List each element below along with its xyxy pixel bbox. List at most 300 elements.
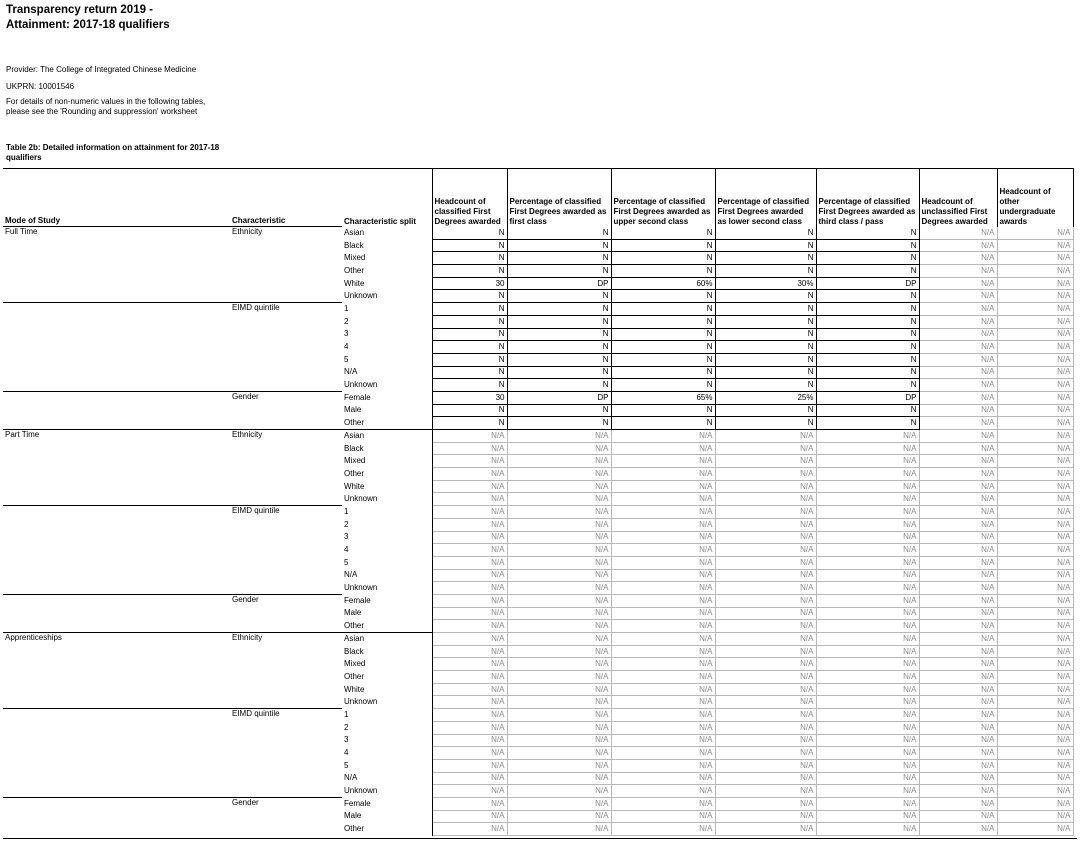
value-cell: N (715, 328, 816, 341)
characteristic-split-cell: 3 (342, 734, 432, 747)
value-cell: 30 (432, 277, 507, 290)
value-cell: N/A (816, 556, 919, 569)
value-cell: N/A (715, 696, 816, 709)
characteristic-split-cell: Black (342, 239, 432, 252)
value-cell: N (507, 239, 611, 252)
mode-of-study-cell (3, 620, 230, 633)
value-cell: N (715, 227, 816, 240)
characteristic-split-cell: 2 (342, 518, 432, 531)
characteristic-split-cell: 2 (342, 315, 432, 328)
value-cell: N/A (432, 671, 507, 684)
mode-of-study-cell (3, 823, 230, 836)
value-cell: N/A (997, 227, 1073, 240)
table-row (3, 747, 1073, 760)
mode-of-study-cell (3, 493, 230, 506)
value-cell: N/A (997, 277, 1073, 290)
value-cell: N/A (997, 696, 1073, 709)
value-cell: N (432, 290, 507, 303)
mode-of-study-cell (3, 556, 230, 569)
table-row (3, 797, 1073, 810)
mode-of-study-cell (3, 683, 230, 696)
characteristic-cell (230, 277, 342, 290)
value-cell: N (507, 417, 611, 430)
characteristic-cell (230, 759, 342, 772)
value-cell: N/A (432, 734, 507, 747)
value-cell: N (432, 404, 507, 417)
value-cell: N/A (919, 518, 997, 531)
value-cell: N/A (816, 544, 919, 557)
value-cell: N/A (997, 569, 1073, 582)
mode-of-study-cell (3, 671, 230, 684)
characteristic-cell: Gender (230, 391, 342, 404)
value-cell: N (611, 366, 715, 379)
value-cell: N/A (507, 455, 611, 468)
characteristic-cell: Ethnicity (230, 227, 342, 240)
mode-of-study-cell (3, 366, 230, 379)
characteristic-split-cell: 5 (342, 353, 432, 366)
value-cell: N/A (432, 480, 507, 493)
value-cell: N (816, 353, 919, 366)
characteristic-cell (230, 721, 342, 734)
characteristic-split-cell: 2 (342, 721, 432, 734)
value-cell: N/A (507, 759, 611, 772)
ukprn-line: UKPRN: 10001546 (6, 82, 75, 91)
value-cell: N/A (715, 620, 816, 633)
characteristic-cell: Ethnicity (230, 633, 342, 646)
header-characteristic: Characteristic (230, 169, 342, 227)
value-cell: N/A (816, 633, 919, 646)
value-cell: N/A (507, 696, 611, 709)
mode-of-study-cell (3, 582, 230, 595)
characteristic-cell (230, 658, 342, 671)
value-cell: N/A (919, 442, 997, 455)
value-cell: N/A (919, 493, 997, 506)
value-cell: N/A (611, 658, 715, 671)
value-cell: N (611, 404, 715, 417)
header-col: Percentage of classified First Degrees awarded as upper second class (611, 169, 715, 227)
value-cell: N/A (715, 709, 816, 722)
characteristic-cell (230, 544, 342, 557)
value-cell: N/A (611, 747, 715, 760)
value-cell: N/A (715, 772, 816, 785)
value-cell: N/A (997, 607, 1073, 620)
characteristic-cell (230, 404, 342, 417)
value-cell: N (507, 404, 611, 417)
value-cell: N (432, 227, 507, 240)
header-col: Headcount of other undergraduate awards (997, 169, 1073, 227)
value-cell: 30 (432, 391, 507, 404)
value-cell: N/A (715, 594, 816, 607)
table-row (3, 252, 1073, 265)
value-cell: N/A (507, 734, 611, 747)
value-cell: N/A (611, 455, 715, 468)
value-cell: N/A (507, 531, 611, 544)
value-cell: N/A (715, 442, 816, 455)
mode-of-study-cell (3, 239, 230, 252)
table-row (3, 683, 1073, 696)
value-cell: N/A (816, 721, 919, 734)
value-cell: 25% (715, 391, 816, 404)
value-cell: N (611, 353, 715, 366)
table-row (3, 430, 1073, 443)
value-cell: N/A (816, 772, 919, 785)
value-cell: N/A (997, 772, 1073, 785)
characteristic-split-cell: White (342, 683, 432, 696)
value-cell: N/A (816, 569, 919, 582)
characteristic-cell (230, 747, 342, 760)
value-cell: N/A (816, 442, 919, 455)
value-cell: N/A (997, 252, 1073, 265)
value-cell: N/A (816, 823, 919, 836)
value-cell: N/A (507, 683, 611, 696)
characteristic-cell (230, 785, 342, 798)
value-cell: N/A (432, 430, 507, 443)
value-cell: N/A (432, 518, 507, 531)
value-cell: N/A (919, 582, 997, 595)
table-row (3, 709, 1073, 722)
value-cell: N (715, 417, 816, 430)
value-cell: N (816, 417, 919, 430)
value-cell: N/A (816, 582, 919, 595)
value-cell: N/A (611, 607, 715, 620)
characteristic-split-cell: 4 (342, 544, 432, 557)
characteristic-split-cell: Unknown (342, 379, 432, 392)
table-row (3, 772, 1073, 785)
value-cell: N/A (997, 810, 1073, 823)
table-row (3, 227, 1073, 240)
value-cell: N/A (997, 239, 1073, 252)
value-cell: N (715, 252, 816, 265)
table-row (3, 544, 1073, 557)
characteristic-split-cell: Other (342, 620, 432, 633)
value-cell: N/A (919, 696, 997, 709)
value-cell: N/A (919, 277, 997, 290)
characteristic-split-cell: 4 (342, 341, 432, 354)
characteristic-cell: Gender (230, 797, 342, 810)
value-cell: N (507, 353, 611, 366)
header-mode-of-study: Mode of Study (3, 169, 230, 227)
value-cell: N/A (997, 556, 1073, 569)
value-cell: N/A (997, 531, 1073, 544)
value-cell: N/A (919, 430, 997, 443)
value-cell: N (715, 265, 816, 278)
value-cell: N/A (611, 721, 715, 734)
characteristic-cell (230, 671, 342, 684)
value-cell: N (507, 328, 611, 341)
mode-of-study-cell (3, 353, 230, 366)
value-cell: N (816, 328, 919, 341)
value-cell: N/A (611, 442, 715, 455)
table-row (3, 531, 1073, 544)
value-cell: N/A (507, 430, 611, 443)
characteristic-split-cell: Asian (342, 633, 432, 646)
characteristic-split-cell: Other (342, 417, 432, 430)
mode-of-study-cell (3, 759, 230, 772)
value-cell: N/A (507, 493, 611, 506)
characteristic-split-cell: Female (342, 391, 432, 404)
value-cell: N (611, 417, 715, 430)
value-cell: N (816, 239, 919, 252)
value-cell: N/A (997, 759, 1073, 772)
mode-of-study-cell (3, 341, 230, 354)
value-cell: N/A (611, 671, 715, 684)
value-cell: N/A (816, 797, 919, 810)
value-cell: N/A (432, 442, 507, 455)
value-cell: N/A (432, 683, 507, 696)
characteristic-cell: EIMD quintile (230, 709, 342, 722)
mode-of-study-cell (3, 772, 230, 785)
value-cell: N/A (432, 772, 507, 785)
value-cell: N/A (919, 455, 997, 468)
characteristic-split-cell: Female (342, 594, 432, 607)
value-cell: N/A (611, 493, 715, 506)
table-row (3, 290, 1073, 303)
value-cell: N/A (997, 658, 1073, 671)
table-row (3, 379, 1073, 392)
value-cell: N/A (507, 582, 611, 595)
value-cell: N/A (919, 772, 997, 785)
value-cell: N/A (715, 671, 816, 684)
value-cell: N (611, 341, 715, 354)
mode-of-study-cell (3, 518, 230, 531)
value-cell: N (715, 404, 816, 417)
characteristic-split-cell: N/A (342, 569, 432, 582)
value-cell: N (507, 379, 611, 392)
characteristic-split-cell: 1 (342, 303, 432, 316)
value-cell: N/A (611, 633, 715, 646)
value-cell: N/A (611, 683, 715, 696)
value-cell: N/A (997, 633, 1073, 646)
value-cell: N/A (715, 785, 816, 798)
characteristic-split-cell: Mixed (342, 455, 432, 468)
characteristic-split-cell: Other (342, 265, 432, 278)
value-cell: N/A (432, 531, 507, 544)
value-cell: N (432, 366, 507, 379)
characteristic-cell (230, 582, 342, 595)
value-cell: N/A (997, 797, 1073, 810)
value-cell: N (432, 328, 507, 341)
suppression-note: For details of non-numeric values in the following tables, please see the 'Rounding and suppression' worksheet (6, 97, 206, 116)
characteristic-cell (230, 696, 342, 709)
characteristic-split-cell: Male (342, 404, 432, 417)
characteristic-cell (230, 290, 342, 303)
characteristic-cell: EIMD quintile (230, 506, 342, 519)
value-cell: N (432, 341, 507, 354)
value-cell: N/A (997, 353, 1073, 366)
value-cell: N (507, 303, 611, 316)
value-cell: N (715, 366, 816, 379)
mode-of-study-cell (3, 417, 230, 430)
characteristic-split-cell: Other (342, 468, 432, 481)
value-cell: N/A (507, 747, 611, 760)
value-cell: N/A (507, 658, 611, 671)
value-cell: N/A (432, 582, 507, 595)
value-cell: N/A (816, 734, 919, 747)
characteristic-cell (230, 353, 342, 366)
value-cell: N/A (816, 658, 919, 671)
table-row (3, 493, 1073, 506)
value-cell: N/A (715, 556, 816, 569)
characteristic-split-cell: Mixed (342, 658, 432, 671)
value-cell: N/A (507, 797, 611, 810)
value-cell: DP (816, 277, 919, 290)
value-cell: N/A (432, 785, 507, 798)
value-cell: N/A (997, 544, 1073, 557)
value-cell: N/A (919, 239, 997, 252)
value-cell: N (715, 353, 816, 366)
value-cell: N/A (715, 506, 816, 519)
value-cell: N/A (432, 696, 507, 709)
value-cell: N (611, 252, 715, 265)
value-cell: N/A (997, 442, 1073, 455)
value-cell: N/A (997, 341, 1073, 354)
header-col: Percentage of classified First Degrees awarded as third class / pass (816, 169, 919, 227)
mode-of-study-cell: Full Time (3, 227, 230, 240)
value-cell: N/A (507, 823, 611, 836)
value-cell: N/A (919, 417, 997, 430)
characteristic-split-cell: Male (342, 810, 432, 823)
value-cell: N/A (997, 683, 1073, 696)
characteristic-split-cell: Asian (342, 227, 432, 240)
characteristic-split-cell: Male (342, 607, 432, 620)
characteristic-split-cell: 1 (342, 709, 432, 722)
mode-of-study-cell (3, 265, 230, 278)
value-cell: N/A (432, 823, 507, 836)
value-cell: N/A (919, 556, 997, 569)
table-row (3, 442, 1073, 455)
value-cell: N/A (997, 290, 1073, 303)
value-cell: N/A (507, 671, 611, 684)
value-cell: N/A (919, 645, 997, 658)
characteristic-cell (230, 556, 342, 569)
value-cell: N/A (715, 544, 816, 557)
mode-of-study-cell (3, 404, 230, 417)
value-cell: N/A (611, 709, 715, 722)
mode-of-study-cell (3, 569, 230, 582)
value-cell: N (507, 290, 611, 303)
table-row (3, 569, 1073, 582)
characteristic-cell (230, 569, 342, 582)
value-cell: N/A (919, 620, 997, 633)
table-row (3, 404, 1073, 417)
value-cell: N/A (997, 823, 1073, 836)
provider-line: Provider: The College of Integrated Chinese Medicine (6, 65, 197, 74)
value-cell: N/A (919, 721, 997, 734)
value-cell: N/A (919, 709, 997, 722)
value-cell: N/A (432, 797, 507, 810)
mode-of-study-cell (3, 303, 230, 316)
table-row (3, 468, 1073, 481)
characteristic-cell (230, 531, 342, 544)
value-cell: N (715, 315, 816, 328)
value-cell: N/A (611, 582, 715, 595)
value-cell: 65% (611, 391, 715, 404)
value-cell: N/A (507, 607, 611, 620)
value-cell: N/A (715, 683, 816, 696)
value-cell: N (715, 303, 816, 316)
value-cell: N/A (919, 252, 997, 265)
value-cell: N/A (507, 594, 611, 607)
value-cell: DP (507, 391, 611, 404)
value-cell: N/A (919, 785, 997, 798)
value-cell: N/A (507, 810, 611, 823)
value-cell: N/A (997, 379, 1073, 392)
value-cell: N/A (816, 759, 919, 772)
mode-of-study-cell (3, 442, 230, 455)
value-cell: DP (816, 391, 919, 404)
value-cell: N/A (997, 785, 1073, 798)
table-row (3, 518, 1073, 531)
value-cell: 60% (611, 277, 715, 290)
value-cell: N/A (816, 594, 919, 607)
value-cell: N (507, 227, 611, 240)
value-cell: N/A (432, 607, 507, 620)
value-cell: N/A (715, 658, 816, 671)
table-row (3, 810, 1073, 823)
value-cell: N/A (611, 823, 715, 836)
value-cell: N/A (611, 506, 715, 519)
characteristic-cell (230, 252, 342, 265)
characteristic-cell (230, 417, 342, 430)
value-cell: N/A (611, 785, 715, 798)
value-cell: N/A (816, 607, 919, 620)
value-cell: N/A (507, 772, 611, 785)
value-cell: N/A (816, 785, 919, 798)
value-cell: N/A (919, 366, 997, 379)
value-cell: N/A (611, 620, 715, 633)
value-cell: N (611, 328, 715, 341)
table-row (3, 759, 1073, 772)
characteristic-split-cell: White (342, 480, 432, 493)
value-cell: N/A (611, 430, 715, 443)
value-cell: N/A (432, 658, 507, 671)
value-cell: N/A (715, 531, 816, 544)
header-characteristic-split: Characteristic split (342, 169, 432, 227)
mode-of-study-cell (3, 747, 230, 760)
value-cell: N/A (432, 455, 507, 468)
characteristic-split-cell: Black (342, 442, 432, 455)
value-cell: N (611, 315, 715, 328)
value-cell: N (432, 265, 507, 278)
table-row (3, 785, 1073, 798)
table-row (3, 353, 1073, 366)
value-cell: N (816, 404, 919, 417)
value-cell: N/A (919, 290, 997, 303)
value-cell: N/A (611, 569, 715, 582)
mode-of-study-cell (3, 658, 230, 671)
table-row (3, 734, 1073, 747)
value-cell: N/A (611, 531, 715, 544)
value-cell: N/A (919, 468, 997, 481)
value-cell: N (611, 290, 715, 303)
characteristic-split-cell: N/A (342, 772, 432, 785)
value-cell: N/A (997, 315, 1073, 328)
value-cell: N/A (432, 569, 507, 582)
value-cell: N/A (611, 759, 715, 772)
value-cell: N/A (919, 797, 997, 810)
value-cell: N/A (816, 671, 919, 684)
value-cell: N/A (611, 772, 715, 785)
report-title-line1: Transparency return 2019 - (6, 4, 154, 16)
characteristic-cell: EIMD quintile (230, 303, 342, 316)
value-cell: N (715, 239, 816, 252)
value-cell: N/A (816, 518, 919, 531)
mode-of-study-cell (3, 734, 230, 747)
value-cell: N/A (507, 556, 611, 569)
value-cell: N/A (919, 315, 997, 328)
characteristic-split-cell: 5 (342, 759, 432, 772)
characteristic-cell (230, 455, 342, 468)
